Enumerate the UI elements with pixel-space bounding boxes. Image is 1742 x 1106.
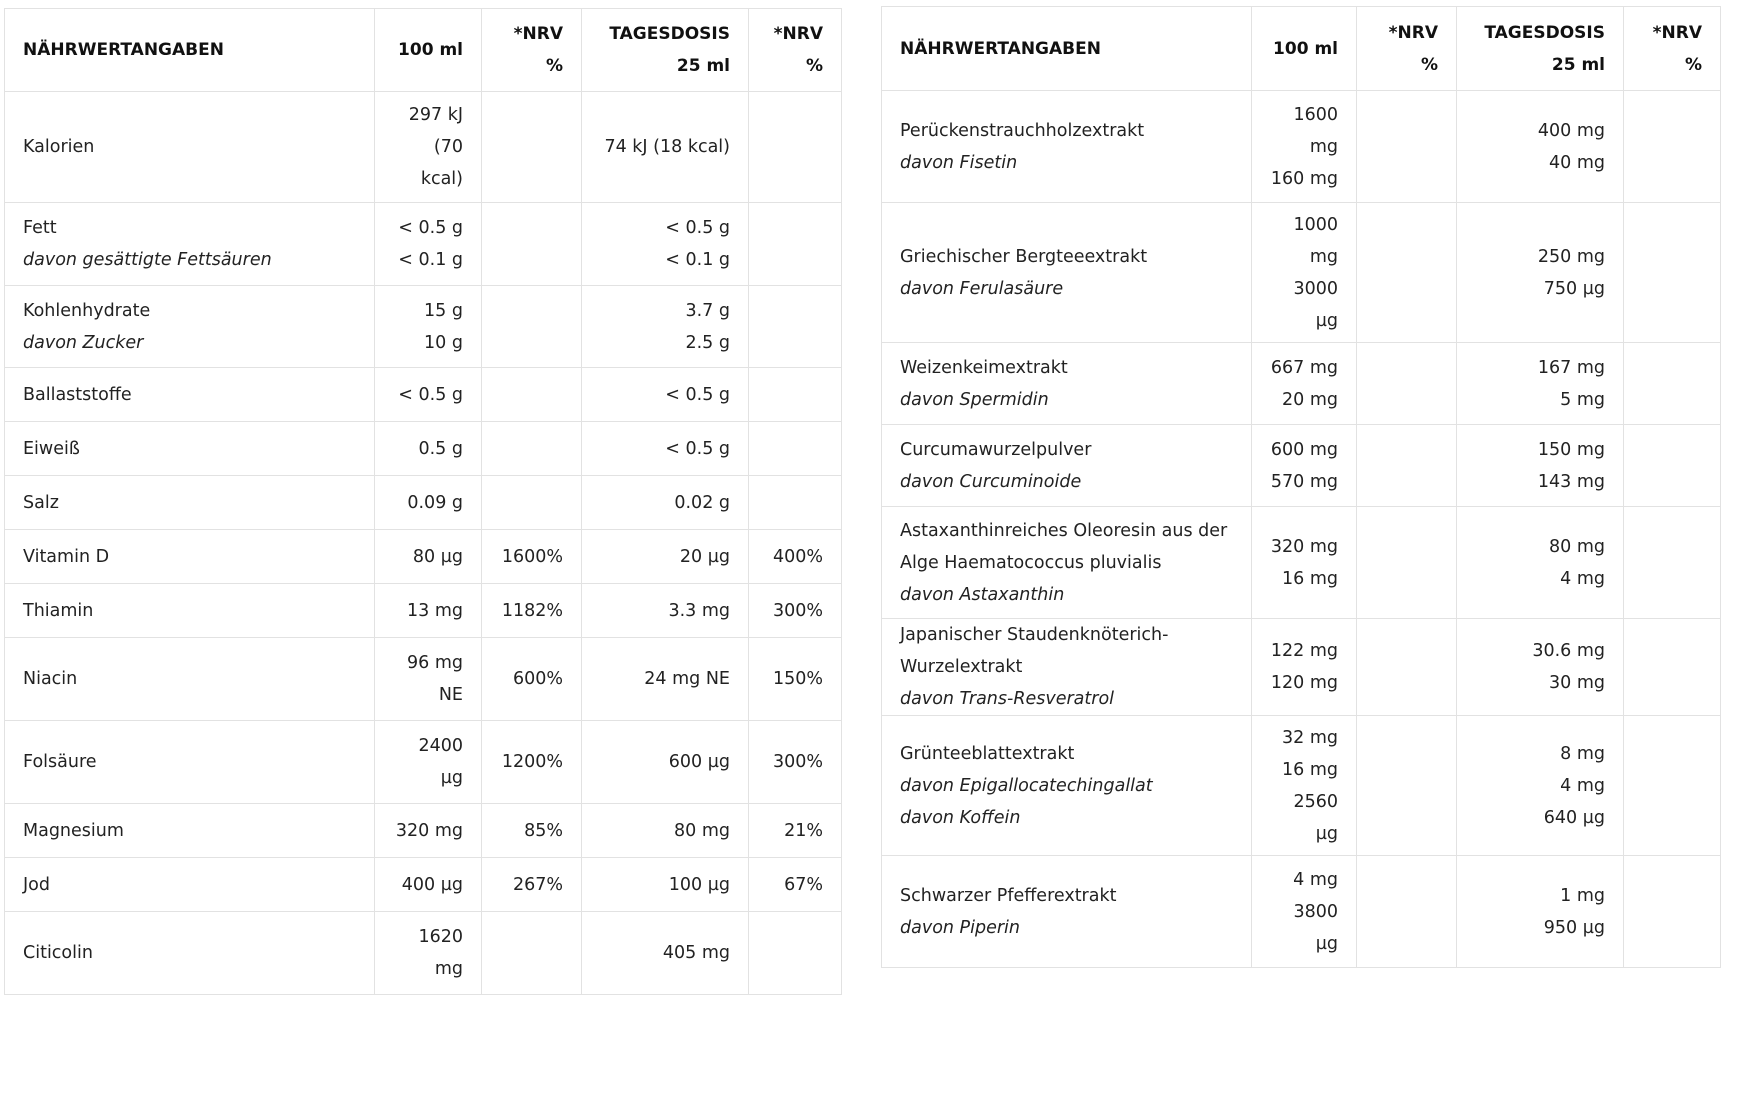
nutrient-label: Ballaststoffe [23,384,132,405]
value-line: 32 mg [1282,727,1338,748]
daily-dose-cell [582,638,749,721]
header-per-100ml: 100 ml [1252,7,1357,91]
value-line: 1620 [418,927,463,947]
daily-dose-cell [582,858,749,912]
nutrition-table-right [881,6,1721,968]
nrv-daily-cell [749,422,842,476]
daily-dose-cell [1457,91,1624,203]
daily-dose-cell [1457,343,1624,425]
nrv-daily-cell [1624,203,1721,343]
table-row [5,721,842,804]
value-line: < 0.5 g [665,218,730,238]
value-line: 1600 [1293,104,1338,125]
table-header-row [5,9,842,92]
nutrient-name-cell [5,530,375,584]
nutrient-label: Citicolin [23,943,93,963]
value-line: 24 mg NE [644,669,730,689]
nrv-100ml-cell [1357,856,1457,968]
value-line: 16 mg [1282,568,1338,589]
value-line: 74 kJ (18 kcal) [604,137,730,157]
value-line: 16 mg [1282,759,1338,780]
daily-dose-cell [1457,619,1624,716]
value-per-100ml-cell [375,912,482,995]
nutrient-label: Eiweiß [23,438,80,459]
value-line: 120 mg [1270,673,1338,693]
nutrient-name-cell [882,91,1252,203]
value-line: 3.7 g [685,300,730,321]
daily-dose-cell [582,476,749,530]
value-per-100ml-cell [375,638,482,721]
daily-dose-cell [1457,203,1624,343]
header-daily-dose: TAGESDOSIS 25 ml [1457,7,1624,91]
nutrient-label: Griechischer Bergteeextrakt [900,246,1148,267]
nutrient-label: Weizenkeimextrakt [900,357,1068,378]
value-line: < 0.5 g [398,218,463,238]
nrv-daily-cell [749,286,842,368]
value-line: 150% [772,669,823,689]
nutrient-label: Niacin [23,669,78,689]
nutrient-label: Curcumawurzelpulver [900,439,1092,460]
nutrient-name-cell [5,858,375,912]
table-row [5,912,842,995]
value-line: mg [434,959,463,979]
value-line: 297 kJ [408,105,463,125]
nrv-100ml-cell [482,804,582,858]
value-line: 2560 [1293,791,1338,812]
daily-dose-cell [582,530,749,584]
nrv-100ml-cell [482,912,582,995]
nutrient-label: Schwarzer Pfefferextrakt [900,885,1117,906]
daily-dose-cell [582,203,749,286]
nrv-100ml-cell [482,584,582,638]
value-line: µg [1315,310,1338,331]
nrv-daily-cell [1624,856,1721,968]
nrv-daily-cell [749,530,842,584]
nutrient-label: Alge Haematococcus pluvialis [900,552,1162,573]
value-line: 67% [784,874,823,895]
value-line: 2400 [418,736,463,756]
nrv-100ml-cell [1357,507,1457,619]
value-line: 3800 [1293,901,1338,922]
value-per-100ml-cell [375,858,482,912]
table-row [5,530,842,584]
value-line: 267% [512,874,563,895]
table-row [882,507,1721,619]
value-line: 600 µg [668,752,730,772]
value-line: 640 µg [1543,807,1605,828]
table-row [5,203,842,286]
value-line: 40 mg [1549,152,1605,173]
value-line: (70 [433,137,463,157]
nutrient-name-cell [5,912,375,995]
value-line: kcal) [420,169,463,189]
nrv-daily-cell [749,92,842,203]
sub-nutrient-label: davon Zucker [23,332,144,353]
daily-dose-cell [1457,856,1624,968]
value-line: 1182% [501,600,563,621]
nrv-daily-cell [749,912,842,995]
nutrient-name-cell [882,203,1252,343]
value-line: 750 µg [1543,278,1605,299]
nutrient-label: Vitamin D [23,546,110,567]
daily-dose-cell [582,286,749,368]
nutrient-name-cell [882,619,1252,716]
nrv-daily-cell [749,203,842,286]
nrv-100ml-cell [1357,203,1457,343]
value-line: 1200% [501,752,563,772]
nutrient-name-cell [882,425,1252,507]
nrv-100ml-cell [482,530,582,584]
value-line: < 0.5 g [398,384,463,405]
value-line: 160 mg [1270,168,1338,189]
nutrient-name-cell [5,92,375,203]
nutrient-name-cell [882,507,1252,619]
nutrient-label: Japanischer Staudenknöterich- [900,625,1169,645]
nutrient-label: Wurzelextrakt [900,657,1023,677]
table-row [882,856,1721,968]
nutrient-label: Thiamin [23,600,94,621]
value-line: 20 mg [1282,389,1338,410]
value-line: 0.09 g [407,492,463,513]
table-row [882,425,1721,507]
value-line: < 0.1 g [665,250,730,270]
nutrient-name-cell [882,716,1252,856]
nutrient-label: Salz [23,492,59,513]
table-row [882,716,1721,856]
header-daily-dose: TAGESDOSIS 25 ml [582,9,749,92]
value-per-100ml-cell [375,584,482,638]
nrv-daily-cell [1624,343,1721,425]
value-line: 80 µg [412,546,463,567]
header-nrv-100ml: *NRV % [1357,7,1457,91]
nutrient-label: Astaxanthinreiches Oleoresin aus der [900,520,1228,541]
nutrient-name-cell [5,721,375,804]
daily-dose-cell [582,804,749,858]
nrv-100ml-cell [482,476,582,530]
value-line: 15 g [424,300,463,321]
nrv-100ml-cell [482,286,582,368]
nrv-daily-cell [749,638,842,721]
value-per-100ml-cell [375,476,482,530]
header-name: NÄHRWERTANGABEN [5,9,375,92]
value-line: 0.5 g [418,438,463,459]
value-line: NE [438,685,463,705]
table-row [5,368,842,422]
value-line: mg [1309,246,1338,267]
nutrient-name-cell [882,856,1252,968]
nrv-100ml-cell [1357,343,1457,425]
value-line: 167 mg [1537,357,1605,378]
sub-nutrient-label: davon Ferulasäure [900,278,1064,299]
nutrient-name-cell [5,203,375,286]
value-line: 4 mg [1560,775,1605,796]
value-line: 13 mg [407,600,463,621]
nutrient-label: Jod [23,874,50,895]
value-line: 100 µg [668,874,730,895]
nutrient-name-cell [5,422,375,476]
nrv-daily-cell [749,804,842,858]
daily-dose-cell [1457,425,1624,507]
value-line: 1000 [1293,214,1338,235]
value-line: 30.6 mg [1532,641,1605,661]
nutrient-name-cell [5,804,375,858]
nrv-100ml-cell [482,858,582,912]
nrv-100ml-cell [1357,425,1457,507]
value-line: 600 mg [1270,439,1338,460]
nrv-100ml-cell [1357,619,1457,716]
nrv-100ml-cell [1357,716,1457,856]
nutrient-name-cell [5,368,375,422]
nrv-daily-cell [1624,425,1721,507]
nrv-100ml-cell [482,422,582,476]
header-nrv-100ml: *NRV % [482,9,582,92]
value-per-100ml-cell [1252,716,1357,856]
sub-nutrient-label: davon Trans-Resveratrol [900,689,1115,709]
table-row [5,92,842,203]
sub-nutrient-label: davon Epigallocatechingallat [900,775,1153,796]
value-per-100ml-cell [375,721,482,804]
value-line: 8 mg [1560,743,1605,764]
nutrient-label: Grünteeblattextrakt [900,743,1075,764]
nrv-daily-cell [749,584,842,638]
value-line: 4 mg [1293,869,1338,890]
nrv-100ml-cell [482,203,582,286]
value-line: 950 µg [1543,917,1605,938]
daily-dose-cell [1457,716,1624,856]
nrv-100ml-cell [482,368,582,422]
value-per-100ml-cell [375,368,482,422]
nutrient-name-cell [5,286,375,368]
table-row [882,619,1721,716]
value-per-100ml-cell [375,804,482,858]
value-line: < 0.1 g [398,250,463,270]
daily-dose-cell [582,584,749,638]
daily-dose-cell [582,422,749,476]
value-per-100ml-cell [375,530,482,584]
sub-nutrient-label: davon Curcuminoide [900,471,1082,492]
value-line: 150 mg [1537,439,1605,460]
sub-nutrient-label: davon gesättigte Fettsäuren [23,250,272,270]
table-row [882,203,1721,343]
value-line: < 0.5 g [665,438,730,459]
nutrient-name-cell [5,584,375,638]
value-line: µg [1315,823,1338,844]
value-line: 300% [772,752,823,772]
value-line: 405 mg [662,943,730,963]
value-line: 570 mg [1270,471,1338,492]
nrv-daily-cell [749,721,842,804]
value-line: 250 mg [1537,246,1605,267]
value-line: 0.02 g [674,492,730,513]
value-per-100ml-cell [375,203,482,286]
value-line: 4 mg [1560,568,1605,589]
value-per-100ml-cell [1252,425,1357,507]
sub-nutrient-label: davon Koffein [900,807,1021,828]
nutrition-table-left [4,8,842,995]
nutrient-label: Magnesium [23,820,124,841]
nrv-daily-cell [749,476,842,530]
value-per-100ml-cell [1252,91,1357,203]
header-nrv-daily: *NRV % [1624,7,1721,91]
value-per-100ml-cell [1252,203,1357,343]
sub-nutrient-label: davon Fisetin [900,152,1018,173]
table-row [882,343,1721,425]
header-name: NÄHRWERTANGABEN [882,7,1252,91]
daily-dose-cell [582,92,749,203]
nutrient-name-cell [882,343,1252,425]
value-per-100ml-cell [1252,856,1357,968]
table-row [5,638,842,721]
value-line: mg [1309,136,1338,157]
value-per-100ml-cell [375,92,482,203]
value-line: µg [440,768,463,788]
value-per-100ml-cell [1252,343,1357,425]
header-per-100ml: 100 ml [375,9,482,92]
value-line: < 0.5 g [665,384,730,405]
nutrient-name-cell [5,638,375,721]
nutrient-name-cell [5,476,375,530]
nrv-daily-cell [1624,507,1721,619]
value-line: 3000 [1293,278,1338,299]
value-line: 80 mg [1549,536,1605,557]
value-line: 1 mg [1560,885,1605,906]
nutrient-label: Kalorien [23,137,95,157]
value-line: 600% [512,669,563,689]
daily-dose-cell [1457,507,1624,619]
nrv-daily-cell [1624,716,1721,856]
value-line: 2.5 g [685,332,730,353]
value-line: µg [1315,933,1338,954]
value-line: 1600% [501,546,563,567]
daily-dose-cell [582,721,749,804]
value-line: 5 mg [1560,389,1605,410]
value-per-100ml-cell [1252,507,1357,619]
header-nrv-daily: *NRV % [749,9,842,92]
nrv-100ml-cell [482,638,582,721]
value-per-100ml-cell [375,286,482,368]
table-row [5,584,842,638]
value-per-100ml-cell [375,422,482,476]
value-line: 80 mg [674,820,730,841]
value-line: 143 mg [1537,471,1605,492]
value-line: 320 mg [395,820,463,841]
value-line: 85% [524,820,563,841]
table-row [5,804,842,858]
value-line: 3.3 mg [668,600,730,621]
table-row [882,91,1721,203]
sub-nutrient-label: davon Astaxanthin [900,584,1065,605]
nrv-daily-cell [749,858,842,912]
value-line: 21% [784,820,823,841]
table-row [5,286,842,368]
value-line: 400 mg [1537,120,1605,141]
nrv-100ml-cell [482,721,582,804]
table-row [5,858,842,912]
nrv-daily-cell [749,368,842,422]
value-line: 300% [772,600,823,621]
value-line: 10 g [424,332,463,353]
nrv-daily-cell [1624,619,1721,716]
value-line: 400 µg [401,874,463,895]
value-per-100ml-cell [1252,619,1357,716]
nutrient-label: Perückenstrauchholzextrakt [900,120,1145,141]
nutrient-label: Fett [23,218,57,238]
value-line: 122 mg [1270,641,1338,661]
sub-nutrient-label: davon Piperin [900,917,1020,938]
table-row [5,476,842,530]
value-line: 667 mg [1270,357,1338,378]
nrv-100ml-cell [1357,91,1457,203]
value-line: 20 µg [679,546,730,567]
value-line: 400% [772,546,823,567]
value-line: 96 mg [407,653,463,673]
nrv-100ml-cell [482,92,582,203]
value-line: 320 mg [1270,536,1338,557]
table-row [5,422,842,476]
table-header-row [882,7,1721,91]
value-line: 30 mg [1549,673,1605,693]
daily-dose-cell [582,912,749,995]
daily-dose-cell [582,368,749,422]
nutrient-label: Kohlenhydrate [23,300,151,321]
nrv-daily-cell [1624,91,1721,203]
sub-nutrient-label: davon Spermidin [900,389,1049,410]
nutrient-label: Folsäure [23,752,97,772]
